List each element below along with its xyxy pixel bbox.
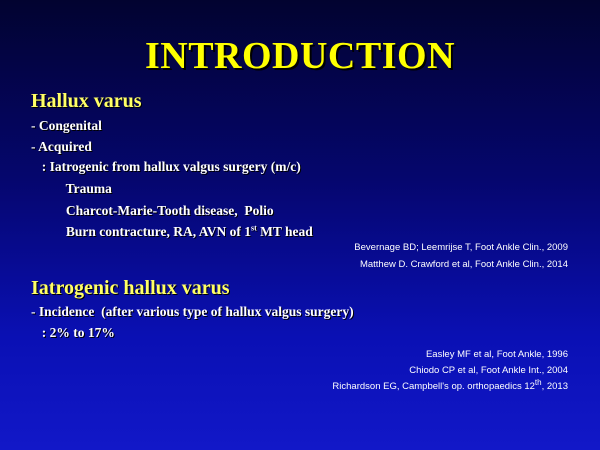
bullet-iatrogenic: : Iatrogenic from hallux valgus surgery (m/c)	[35, 159, 301, 174]
bullet-congenital: - Congenital	[31, 118, 102, 133]
bullet-incidence: - Incidence (after various type of hallux valgus surgery)	[31, 304, 354, 319]
slide-title: INTRODUCTION	[144, 35, 456, 77]
bullet-charcot: Charcot-Marie-Tooth disease, Polio	[49, 203, 274, 218]
reference-richardson	[332, 377, 568, 392]
richardson-superscript: th	[534, 377, 542, 387]
bullet-burn-contracture	[49, 224, 313, 240]
burn-superscript: st	[251, 223, 257, 233]
bullet-incidence-range: : 2% to 17%	[35, 325, 115, 340]
richardson-prefix: Richardson EG, Campbell's op. orthopaedics 12	[332, 381, 535, 392]
reference-crawford: Matthew D. Crawford et al, Foot Ankle Clin., 2014	[359, 259, 568, 270]
richardson-suffix: , 2013	[541, 381, 568, 392]
section-heading-hallux-varus: Hallux varus	[31, 90, 142, 112]
burn-prefix: Burn contracture, RA, AVN of 1	[49, 224, 251, 239]
section-heading-iatrogenic: Iatrogenic hallux varus	[31, 277, 230, 299]
reference-chiodo: Chiodo CP et al, Foot Ankle Int., 2004	[409, 365, 568, 376]
burn-suffix: MT head	[256, 224, 313, 239]
reference-easley: Easley MF et al, Foot Ankle, 1996	[425, 349, 568, 360]
bullet-trauma: Trauma	[49, 181, 112, 196]
bullet-acquired: - Acquired	[31, 139, 92, 154]
reference-bevernage: Bevernage BD; Leemrijse T, Foot Ankle Clin., 2009	[354, 242, 568, 253]
